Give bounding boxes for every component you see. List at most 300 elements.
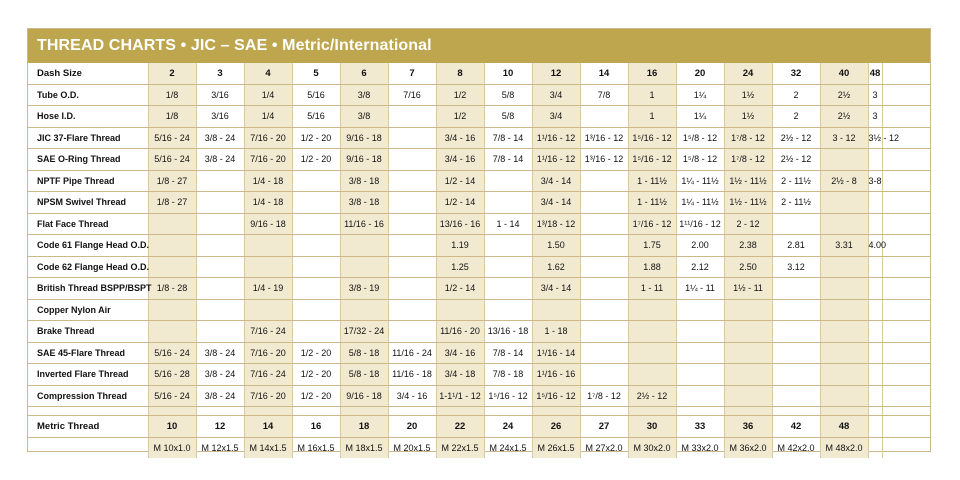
table-cell: 1.50 <box>532 235 580 257</box>
table-cell: 17/32 - 24 <box>340 321 388 343</box>
table-cell: 1¹/16 - 16 <box>532 364 580 386</box>
table-cell <box>148 213 196 235</box>
table-cell: 9/16 - 18 <box>340 385 388 407</box>
table-cell: 7/8 - 14 <box>484 127 532 149</box>
table-cell: 1 - 11½ <box>628 192 676 214</box>
table-cell: 1/8 - 27 <box>148 170 196 192</box>
table-cell: 9/16 - 18 <box>244 213 292 235</box>
table-cell <box>148 235 196 257</box>
table-cell: 1¼ <box>676 84 724 106</box>
table-cell: 5/16 - 28 <box>148 364 196 386</box>
thread-table-body <box>28 63 930 458</box>
table-edge-cell <box>882 407 930 416</box>
table-cell: 1½ - 11½ <box>724 192 772 214</box>
table-cell: 1-1¹/1 - 12 <box>436 385 484 407</box>
table-cell: 1 <box>628 84 676 106</box>
table-cell: 9/16 - 18 <box>340 149 388 171</box>
thread-table <box>28 63 930 458</box>
table-cell <box>820 213 868 235</box>
table-cell: 3/8 - 19 <box>340 278 388 300</box>
table-cell: 7/8 <box>580 84 628 106</box>
table-edge-cell <box>882 385 930 407</box>
table-cell: 3 - 12 <box>820 127 868 149</box>
table-cell: 7/8 - 18 <box>484 364 532 386</box>
table-row <box>28 84 930 106</box>
table-cell: 3/16 <box>196 106 244 128</box>
table-edge-cell <box>882 321 930 343</box>
table-cell <box>868 299 882 321</box>
table-cell: 5/16 - 24 <box>148 127 196 149</box>
table-cell <box>292 321 340 343</box>
table-cell <box>772 278 820 300</box>
table-cell <box>868 407 882 416</box>
table-cell <box>580 342 628 364</box>
table-cell: 1/4 - 18 <box>244 192 292 214</box>
table-cell: 2.12 <box>676 256 724 278</box>
table-cell <box>196 407 244 416</box>
table-row <box>28 416 930 438</box>
table-cell: 1/4 - 18 <box>244 170 292 192</box>
table-cell: 1.62 <box>532 256 580 278</box>
table-cell <box>148 256 196 278</box>
table-cell: 3/4 - 14 <box>532 278 580 300</box>
table-cell <box>244 407 292 416</box>
table-cell <box>484 192 532 214</box>
table-cell: 3/4 - 16 <box>436 127 484 149</box>
table-cell <box>388 256 436 278</box>
table-cell: M 26x1.5 <box>532 437 580 458</box>
table-cell: 40 <box>820 63 868 84</box>
table-cell: 14 <box>580 63 628 84</box>
table-cell: 11/16 - 20 <box>436 321 484 343</box>
row-label: Flat Face Thread <box>28 213 148 235</box>
table-cell: 1¹/16 - 12 <box>532 127 580 149</box>
table-cell: 1³/16 - 12 <box>580 127 628 149</box>
table-cell <box>580 321 628 343</box>
table-cell <box>388 321 436 343</box>
table-cell: 1⁷/8 - 12 <box>724 127 772 149</box>
table-cell: 1½ - 11 <box>724 278 772 300</box>
table-cell <box>820 321 868 343</box>
table-cell: 7/16 - 20 <box>244 342 292 364</box>
table-cell <box>196 299 244 321</box>
table-cell <box>676 385 724 407</box>
chart-title: THREAD CHARTS • JIC – SAE • Metric/International <box>28 29 930 63</box>
table-cell: 3/8 - 24 <box>196 385 244 407</box>
table-cell <box>724 385 772 407</box>
table-edge-cell <box>882 63 930 84</box>
table-cell: 7 <box>388 63 436 84</box>
table-cell: 1⁷/16 - 12 <box>628 213 676 235</box>
table-cell: 1½ <box>724 106 772 128</box>
table-cell: 1³/18 - 12 <box>532 213 580 235</box>
table-cell: 3/4 <box>532 84 580 106</box>
row-label: Code 61 Flange Head O.D. <box>28 235 148 257</box>
table-edge-cell <box>882 364 930 386</box>
table-cell: 3/8 - 24 <box>196 149 244 171</box>
table-cell: 1¼ - 11½ <box>676 170 724 192</box>
table-cell: 2 - 12 <box>724 213 772 235</box>
table-cell: 2.38 <box>724 235 772 257</box>
table-cell: 2½ <box>820 106 868 128</box>
table-row <box>28 321 930 343</box>
table-cell: 24 <box>724 63 772 84</box>
table-cell: M 10x1.0 <box>148 437 196 458</box>
table-cell: 7/16 <box>388 84 436 106</box>
table-cell <box>388 235 436 257</box>
row-label: Code 62 Flange Head O.D. <box>28 256 148 278</box>
table-cell: 1⁵/16 - 12 <box>484 385 532 407</box>
table-cell: M 20x1.5 <box>388 437 436 458</box>
table-cell: 1⁵/8 - 12 <box>676 149 724 171</box>
table-cell: 1/2 - 20 <box>292 385 340 407</box>
table-cell: 1¼ - 11½ <box>676 192 724 214</box>
row-label: NPTF Pipe Thread <box>28 170 148 192</box>
table-cell <box>292 235 340 257</box>
table-cell <box>820 278 868 300</box>
table-cell: 4 <box>244 63 292 84</box>
table-edge-cell <box>882 192 930 214</box>
table-cell: 1¹¹/16 - 12 <box>676 213 724 235</box>
row-label: Compression Thread <box>28 385 148 407</box>
table-cell <box>340 299 388 321</box>
table-cell: 3/4 - 16 <box>436 342 484 364</box>
table-edge-cell <box>882 278 930 300</box>
table-cell <box>388 299 436 321</box>
table-cell <box>196 278 244 300</box>
table-cell: 16 <box>292 416 340 438</box>
table-cell: 1¼ - 11 <box>676 278 724 300</box>
table-cell: 1¹/16 - 14 <box>532 342 580 364</box>
table-cell <box>244 235 292 257</box>
table-cell: 3/8 <box>340 106 388 128</box>
table-cell: 1/8 - 27 <box>148 192 196 214</box>
table-cell: 2.00 <box>676 235 724 257</box>
table-cell <box>388 407 436 416</box>
row-label: Copper Nylon Air <box>28 299 148 321</box>
table-cell: 1.75 <box>628 235 676 257</box>
table-cell: 2.81 <box>772 235 820 257</box>
table-cell <box>868 364 882 386</box>
table-cell: 2 <box>772 84 820 106</box>
table-cell <box>580 256 628 278</box>
table-edge-cell <box>882 170 930 192</box>
table-edge-cell <box>882 256 930 278</box>
table-cell: 5/8 - 18 <box>340 342 388 364</box>
table-cell: 33 <box>676 416 724 438</box>
table-cell <box>388 170 436 192</box>
table-cell: 3/16 <box>196 84 244 106</box>
table-cell <box>868 149 882 171</box>
table-cell: 1 - 11½ <box>628 170 676 192</box>
table-cell: 5/8 <box>484 84 532 106</box>
table-cell: 5/16 <box>292 106 340 128</box>
table-cell: 2 <box>148 63 196 84</box>
table-edge-cell <box>882 149 930 171</box>
table-cell: M 16x1.5 <box>292 437 340 458</box>
table-cell <box>868 278 882 300</box>
table-cell: 7/8 - 14 <box>484 342 532 364</box>
row-label: SAE 45-Flare Thread <box>28 342 148 364</box>
table-cell: 1.88 <box>628 256 676 278</box>
row-label: Brake Thread <box>28 321 148 343</box>
table-cell <box>676 321 724 343</box>
table-cell: 3/4 - 14 <box>532 192 580 214</box>
row-label: SAE O-Ring Thread <box>28 149 148 171</box>
table-cell: 14 <box>244 416 292 438</box>
table-cell: 1 - 18 <box>532 321 580 343</box>
table-cell <box>532 299 580 321</box>
table-cell <box>580 170 628 192</box>
table-cell: 3/8 - 24 <box>196 127 244 149</box>
table-cell <box>772 364 820 386</box>
table-cell <box>868 342 882 364</box>
table-edge-cell <box>882 437 930 458</box>
table-cell: 1/2 - 14 <box>436 170 484 192</box>
row-label <box>28 407 148 416</box>
table-cell: 1½ - 11½ <box>724 170 772 192</box>
table-cell: 16 <box>628 63 676 84</box>
table-cell <box>676 407 724 416</box>
table-cell <box>580 299 628 321</box>
table-cell <box>676 364 724 386</box>
row-label: British Thread BSPP/BSPT <box>28 278 148 300</box>
table-cell: M 36x2.0 <box>724 437 772 458</box>
table-cell: 5/8 <box>484 106 532 128</box>
table-edge-cell <box>882 213 930 235</box>
table-cell: 1.25 <box>436 256 484 278</box>
table-cell: 5 <box>292 63 340 84</box>
table-cell: 7/8 - 14 <box>484 149 532 171</box>
table-cell: 3/8 - 24 <box>196 342 244 364</box>
table-edge-cell <box>882 84 930 106</box>
table-cell <box>340 256 388 278</box>
table-cell: M 18x1.5 <box>340 437 388 458</box>
table-cell <box>724 299 772 321</box>
table-cell: 3.31 <box>820 235 868 257</box>
table-cell: 48 <box>820 416 868 438</box>
table-cell <box>772 407 820 416</box>
table-cell: 13/16 - 18 <box>484 321 532 343</box>
table-edge-cell <box>882 342 930 364</box>
table-cell <box>868 213 882 235</box>
table-cell: 3 <box>196 63 244 84</box>
table-cell: 24 <box>484 416 532 438</box>
table-cell <box>244 256 292 278</box>
table-cell <box>772 299 820 321</box>
table-cell: 1/2 - 20 <box>292 342 340 364</box>
table-cell: 3/4 <box>532 106 580 128</box>
table-cell <box>484 407 532 416</box>
table-cell <box>148 299 196 321</box>
table-cell: 1/8 - 28 <box>148 278 196 300</box>
table-cell: 12 <box>532 63 580 84</box>
table-cell <box>868 192 882 214</box>
table-cell: 3/4 - 16 <box>436 149 484 171</box>
row-label: Hose I.D. <box>28 106 148 128</box>
table-cell: 3/4 - 16 <box>388 385 436 407</box>
table-cell: 1 <box>628 106 676 128</box>
table-row <box>28 170 930 192</box>
table-cell <box>580 278 628 300</box>
table-cell <box>868 416 882 438</box>
table-cell: 5/16 - 24 <box>148 342 196 364</box>
table-cell <box>724 407 772 416</box>
table-cell: 1/2 - 20 <box>292 149 340 171</box>
table-cell <box>772 321 820 343</box>
table-cell <box>580 106 628 128</box>
table-cell: 7/16 - 20 <box>244 149 292 171</box>
table-cell <box>820 299 868 321</box>
table-cell: 3/8 - 24 <box>196 364 244 386</box>
table-cell: 9/16 - 18 <box>340 127 388 149</box>
table-cell <box>868 256 882 278</box>
table-cell <box>772 213 820 235</box>
table-cell: 2½ <box>820 84 868 106</box>
table-cell: 1³/16 - 12 <box>580 149 628 171</box>
table-cell: 3/4 - 14 <box>532 170 580 192</box>
table-cell: 1/2 - 20 <box>292 364 340 386</box>
table-cell: 2½ - 12 <box>628 385 676 407</box>
table-cell <box>388 278 436 300</box>
table-cell <box>868 385 882 407</box>
table-cell: 1.19 <box>436 235 484 257</box>
table-cell: 12 <box>196 416 244 438</box>
table-cell: 6 <box>340 63 388 84</box>
table-cell: 3/8 - 18 <box>340 192 388 214</box>
table-cell <box>292 192 340 214</box>
table-cell <box>580 407 628 416</box>
table-cell <box>724 342 772 364</box>
table-cell <box>820 342 868 364</box>
table-cell <box>292 407 340 416</box>
table-cell <box>580 235 628 257</box>
table-cell <box>484 170 532 192</box>
table-row <box>28 256 930 278</box>
table-cell: 1/2 - 20 <box>292 127 340 149</box>
table-cell: 2½ - 12 <box>772 149 820 171</box>
table-cell <box>820 149 868 171</box>
table-cell: 2.50 <box>724 256 772 278</box>
table-cell <box>292 213 340 235</box>
table-cell <box>580 213 628 235</box>
table-cell <box>148 321 196 343</box>
table-cell <box>436 407 484 416</box>
table-cell: 13/16 - 16 <box>436 213 484 235</box>
table-cell: M 42x2.0 <box>772 437 820 458</box>
table-cell <box>292 170 340 192</box>
table-cell: 3/8 - 18 <box>340 170 388 192</box>
table-cell: 3/4 - 18 <box>436 364 484 386</box>
table-cell: 1/2 - 14 <box>436 192 484 214</box>
table-edge-cell <box>882 416 930 438</box>
table-cell <box>868 321 882 343</box>
table-cell: 11/16 - 18 <box>388 364 436 386</box>
table-cell: 3/8 <box>340 84 388 106</box>
table-cell <box>196 321 244 343</box>
table-cell <box>628 407 676 416</box>
table-cell: 1½ <box>724 84 772 106</box>
table-cell: 1/2 <box>436 106 484 128</box>
table-cell: 3½ - 12 <box>868 127 882 149</box>
table-cell: 30 <box>628 416 676 438</box>
table-cell: 1/2 - 14 <box>436 278 484 300</box>
table-cell: M 22x1.5 <box>436 437 484 458</box>
table-cell <box>772 342 820 364</box>
table-cell: 32 <box>772 63 820 84</box>
table-cell: M 27x2.0 <box>580 437 628 458</box>
table-cell: 1⁷/8 - 12 <box>724 149 772 171</box>
table-cell: M 24x1.5 <box>484 437 532 458</box>
table-cell: 1⁵/16 - 12 <box>628 149 676 171</box>
table-cell <box>484 256 532 278</box>
row-label: Inverted Flare Thread <box>28 364 148 386</box>
table-cell: M 48x2.0 <box>820 437 868 458</box>
table-row <box>28 278 930 300</box>
table-cell <box>196 192 244 214</box>
table-cell: 26 <box>532 416 580 438</box>
table-cell: 3-8 <box>868 170 882 192</box>
table-row <box>28 385 930 407</box>
table-cell: M 12x1.5 <box>196 437 244 458</box>
table-cell <box>484 235 532 257</box>
table-cell <box>388 213 436 235</box>
table-cell <box>484 299 532 321</box>
table-edge-cell <box>882 106 930 128</box>
table-cell: 5/16 <box>292 84 340 106</box>
table-row <box>28 342 930 364</box>
table-cell: 1/8 <box>148 106 196 128</box>
table-cell <box>676 299 724 321</box>
table-row <box>28 106 930 128</box>
table-cell: 1⁵/16 - 12 <box>532 385 580 407</box>
table-cell: 1 - 11 <box>628 278 676 300</box>
table-cell <box>820 407 868 416</box>
table-cell <box>580 364 628 386</box>
table-cell <box>436 299 484 321</box>
table-cell: 3 <box>868 84 882 106</box>
table-row <box>28 63 930 84</box>
table-cell <box>820 256 868 278</box>
table-cell: 2 - 11½ <box>772 170 820 192</box>
table-cell <box>484 278 532 300</box>
table-cell: 8 <box>436 63 484 84</box>
table-cell: 11/16 - 24 <box>388 342 436 364</box>
table-cell: 1¼ <box>676 106 724 128</box>
table-cell <box>196 213 244 235</box>
table-cell <box>292 299 340 321</box>
table-cell <box>196 170 244 192</box>
table-cell: 42 <box>772 416 820 438</box>
table-cell <box>148 407 196 416</box>
table-cell: M 14x1.5 <box>244 437 292 458</box>
table-cell <box>388 192 436 214</box>
table-cell: 1/4 - 19 <box>244 278 292 300</box>
table-cell <box>580 192 628 214</box>
table-cell: 5/8 - 18 <box>340 364 388 386</box>
table-cell: 7/16 - 24 <box>244 364 292 386</box>
table-cell <box>868 437 882 458</box>
table-row <box>28 364 930 386</box>
table-cell: 48 <box>868 63 882 84</box>
table-cell: 1¹/16 - 12 <box>532 149 580 171</box>
table-row <box>28 407 930 416</box>
table-cell: 1/2 <box>436 84 484 106</box>
table-cell <box>628 321 676 343</box>
table-row <box>28 299 930 321</box>
table-cell: M 33x2.0 <box>676 437 724 458</box>
table-cell <box>628 299 676 321</box>
